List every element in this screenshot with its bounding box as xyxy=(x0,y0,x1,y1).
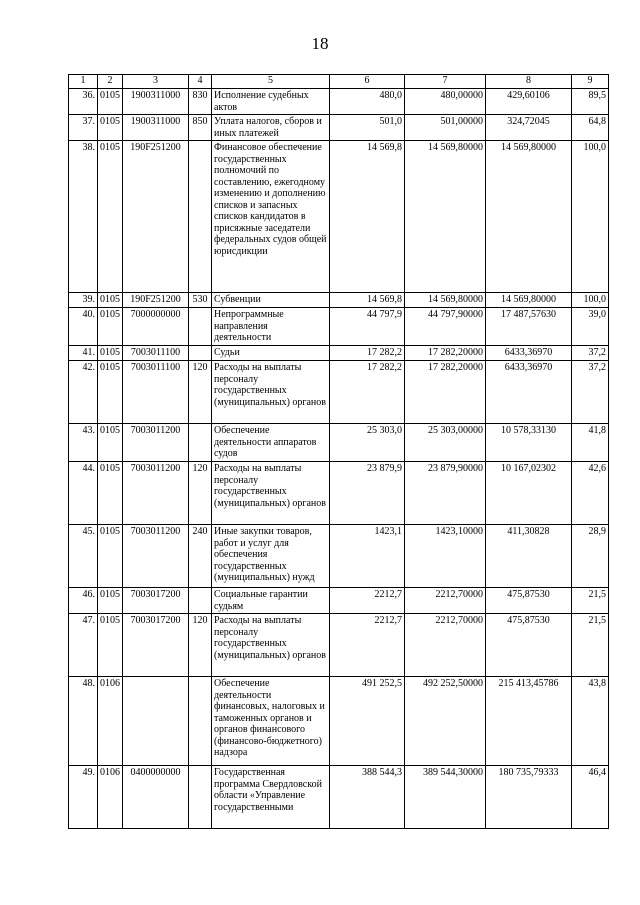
section-code: 0105 xyxy=(98,462,123,525)
planned-amount-precise: 14 569,80000 xyxy=(405,141,486,293)
expense-type-code: 120 xyxy=(189,361,212,424)
table-row xyxy=(69,677,609,766)
planned-amount: 501,0 xyxy=(330,115,405,141)
target-article-code: 7003011100 xyxy=(123,346,189,361)
execution-percent: 39,0 xyxy=(572,308,609,346)
table-row xyxy=(69,141,609,293)
table-row xyxy=(69,293,609,308)
row-number: 46. xyxy=(69,588,98,614)
executed-amount: 475,87530 xyxy=(486,614,572,677)
expense-type-code xyxy=(189,424,212,462)
planned-amount: 2212,7 xyxy=(330,588,405,614)
planned-amount-precise: 492 252,50000 xyxy=(405,677,486,766)
expense-name: Расходы на выплаты персоналу государственных (муниципальных) органов xyxy=(212,614,330,677)
target-article-code xyxy=(123,677,189,766)
target-article-code: 1900311000 xyxy=(123,89,189,115)
execution-percent: 21,5 xyxy=(572,588,609,614)
executed-amount: 10 578,33130 xyxy=(486,424,572,462)
execution-percent: 46,4 xyxy=(572,766,609,829)
expense-type-code: 850 xyxy=(189,115,212,141)
section-code: 0105 xyxy=(98,424,123,462)
row-number: 44. xyxy=(69,462,98,525)
expense-name: Финансовое обеспечение государственных полномочий по составлению, ежегодному изменению и дополнению списков и запасных списков кандидатов в присяжные заседатели федеральных судов общей юрисдикции xyxy=(212,141,330,293)
expense-type-code xyxy=(189,141,212,293)
execution-percent: 21,5 xyxy=(572,614,609,677)
table-header-row xyxy=(69,75,609,89)
section-code: 0105 xyxy=(98,141,123,293)
execution-percent: 37,2 xyxy=(572,361,609,424)
row-number: 45. xyxy=(69,525,98,588)
expense-name: Обеспечение деятельности финансовых, налоговых и таможенных органов и органов финансового (финансово-бюджетного) надзора xyxy=(212,677,330,766)
expense-type-code xyxy=(189,308,212,346)
section-code: 0106 xyxy=(98,677,123,766)
planned-amount: 14 569,8 xyxy=(330,141,405,293)
execution-percent: 42,6 xyxy=(572,462,609,525)
expense-type-code xyxy=(189,766,212,829)
table-row xyxy=(69,766,609,829)
header-col-7: 7 xyxy=(405,75,486,89)
executed-amount: 14 569,80000 xyxy=(486,293,572,308)
planned-amount: 23 879,9 xyxy=(330,462,405,525)
row-number: 48. xyxy=(69,677,98,766)
planned-amount: 17 282,2 xyxy=(330,361,405,424)
expense-type-code xyxy=(189,346,212,361)
expense-name: Расходы на выплаты персоналу государственных (муниципальных) органов xyxy=(212,462,330,525)
execution-percent: 37,2 xyxy=(572,346,609,361)
table-row xyxy=(69,462,609,525)
section-code: 0105 xyxy=(98,89,123,115)
row-number: 41. xyxy=(69,346,98,361)
expense-type-code: 530 xyxy=(189,293,212,308)
header-col-6: 6 xyxy=(330,75,405,89)
planned-amount-precise: 2212,70000 xyxy=(405,614,486,677)
target-article-code: 7003011200 xyxy=(123,525,189,588)
execution-percent: 28,9 xyxy=(572,525,609,588)
target-article-code: 7003017200 xyxy=(123,588,189,614)
planned-amount-precise: 23 879,90000 xyxy=(405,462,486,525)
section-code: 0106 xyxy=(98,766,123,829)
executed-amount: 429,60106 xyxy=(486,89,572,115)
header-col-9: 9 xyxy=(572,75,609,89)
executed-amount: 6433,36970 xyxy=(486,346,572,361)
header-col-5: 5 xyxy=(212,75,330,89)
expense-name: Непрограммные направления деятельности xyxy=(212,308,330,346)
table-row xyxy=(69,361,609,424)
planned-amount-precise: 501,00000 xyxy=(405,115,486,141)
row-number: 43. xyxy=(69,424,98,462)
execution-percent: 43,8 xyxy=(572,677,609,766)
table-row xyxy=(69,525,609,588)
execution-percent: 89,5 xyxy=(572,89,609,115)
target-article-code: 1900311000 xyxy=(123,115,189,141)
executed-amount: 411,30828 xyxy=(486,525,572,588)
target-article-code: 7000000000 xyxy=(123,308,189,346)
expense-name: Иные закупки товаров, работ и услуг для обеспечения государственных (муниципальных) нужд xyxy=(212,525,330,588)
executed-amount: 10 167,02302 xyxy=(486,462,572,525)
row-number: 36. xyxy=(69,89,98,115)
planned-amount: 17 282,2 xyxy=(330,346,405,361)
section-code: 0105 xyxy=(98,525,123,588)
page-number: 18 xyxy=(311,34,329,53)
planned-amount-precise: 44 797,90000 xyxy=(405,308,486,346)
expense-type-code xyxy=(189,677,212,766)
executed-amount: 215 413,45786 xyxy=(486,677,572,766)
row-number: 37. xyxy=(69,115,98,141)
planned-amount: 388 544,3 xyxy=(330,766,405,829)
row-number: 47. xyxy=(69,614,98,677)
planned-amount: 480,0 xyxy=(330,89,405,115)
planned-amount-precise: 14 569,80000 xyxy=(405,293,486,308)
expense-name: Обеспечение деятельности аппаратов судов xyxy=(212,424,330,462)
execution-percent: 41,8 xyxy=(572,424,609,462)
section-code: 0105 xyxy=(98,308,123,346)
expense-type-code: 120 xyxy=(189,614,212,677)
execution-percent: 64,8 xyxy=(572,115,609,141)
expense-name: Субвенции xyxy=(212,293,330,308)
planned-amount-precise: 389 544,30000 xyxy=(405,766,486,829)
header-col-4: 4 xyxy=(189,75,212,89)
executed-amount: 180 735,79333 xyxy=(486,766,572,829)
budget-table xyxy=(68,74,609,829)
target-article-code: 190F251200 xyxy=(123,141,189,293)
row-number: 49. xyxy=(69,766,98,829)
section-code: 0105 xyxy=(98,293,123,308)
table-row xyxy=(69,588,609,614)
row-number: 40. xyxy=(69,308,98,346)
planned-amount: 44 797,9 xyxy=(330,308,405,346)
header-col-8: 8 xyxy=(486,75,572,89)
planned-amount-precise: 17 282,20000 xyxy=(405,361,486,424)
planned-amount-precise: 25 303,00000 xyxy=(405,424,486,462)
planned-amount-precise: 480,00000 xyxy=(405,89,486,115)
row-number: 38. xyxy=(69,141,98,293)
target-article-code: 7003011200 xyxy=(123,462,189,525)
executed-amount: 14 569,80000 xyxy=(486,141,572,293)
executed-amount: 6433,36970 xyxy=(486,361,572,424)
planned-amount: 2212,7 xyxy=(330,614,405,677)
section-code: 0105 xyxy=(98,588,123,614)
execution-percent: 100,0 xyxy=(572,141,609,293)
expense-type-code: 830 xyxy=(189,89,212,115)
planned-amount-precise: 1423,10000 xyxy=(405,525,486,588)
table-row xyxy=(69,614,609,677)
table-row xyxy=(69,308,609,346)
table-row xyxy=(69,89,609,115)
planned-amount-precise: 17 282,20000 xyxy=(405,346,486,361)
table-row xyxy=(69,115,609,141)
section-code: 0105 xyxy=(98,346,123,361)
header-col-1: 1 xyxy=(69,75,98,89)
section-code: 0105 xyxy=(98,614,123,677)
target-article-code: 7003011100 xyxy=(123,361,189,424)
table-row xyxy=(69,424,609,462)
expense-name: Расходы на выплаты персоналу государственных (муниципальных) органов xyxy=(212,361,330,424)
execution-percent: 100,0 xyxy=(572,293,609,308)
section-code: 0105 xyxy=(98,115,123,141)
expense-type-code: 120 xyxy=(189,462,212,525)
expense-type-code xyxy=(189,588,212,614)
table-row xyxy=(69,346,609,361)
target-article-code: 7003017200 xyxy=(123,614,189,677)
target-article-code: 190F251200 xyxy=(123,293,189,308)
expense-type-code: 240 xyxy=(189,525,212,588)
row-number: 42. xyxy=(69,361,98,424)
executed-amount: 475,87530 xyxy=(486,588,572,614)
row-number: 39. xyxy=(69,293,98,308)
header-col-2: 2 xyxy=(98,75,123,89)
planned-amount: 25 303,0 xyxy=(330,424,405,462)
section-code: 0105 xyxy=(98,361,123,424)
header-col-3: 3 xyxy=(123,75,189,89)
planned-amount: 1423,1 xyxy=(330,525,405,588)
executed-amount: 17 487,57630 xyxy=(486,308,572,346)
expense-name: Социальные гарантии судьям xyxy=(212,588,330,614)
expense-name: Судьи xyxy=(212,346,330,361)
expense-name: Государственная программа Свердловской области «Управление государственными xyxy=(212,766,330,829)
planned-amount: 491 252,5 xyxy=(330,677,405,766)
target-article-code: 7003011200 xyxy=(123,424,189,462)
executed-amount: 324,72045 xyxy=(486,115,572,141)
planned-amount: 14 569,8 xyxy=(330,293,405,308)
expense-name: Исполнение судебных актов xyxy=(212,89,330,115)
expense-name: Уплата налогов, сборов и иных платежей xyxy=(212,115,330,141)
target-article-code: 0400000000 xyxy=(123,766,189,829)
planned-amount-precise: 2212,70000 xyxy=(405,588,486,614)
